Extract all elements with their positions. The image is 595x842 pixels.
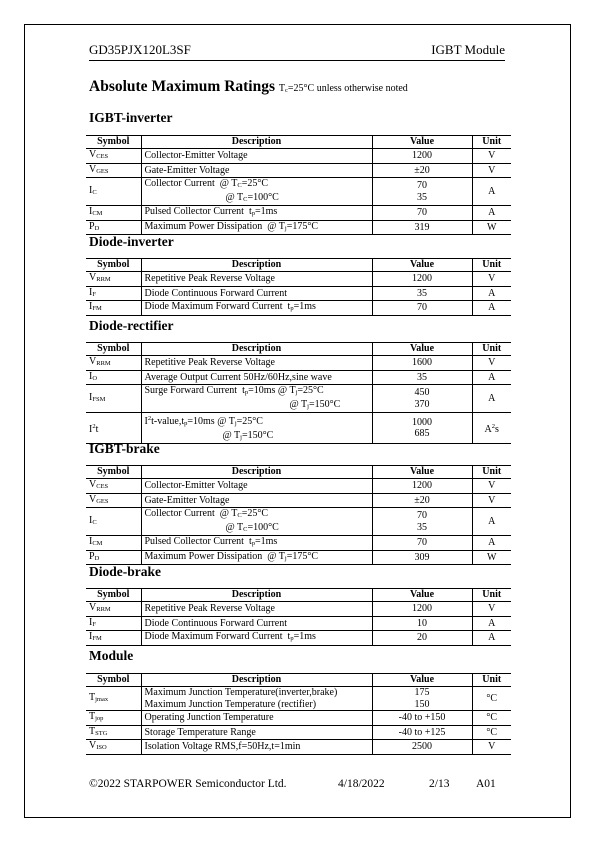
table-diode-rectifier [86, 342, 511, 444]
unit: V [472, 602, 511, 617]
col-symbol: Symbol [86, 343, 141, 356]
unit: V [472, 163, 511, 178]
unit: °C [472, 725, 511, 740]
value: 20 [372, 631, 472, 646]
description: Maximum Power Dissipation @ $T_j=175^\circ C$ [141, 220, 372, 235]
table-row [86, 493, 511, 508]
description: Pulsed Collector Current $t_p=1ms$ [141, 536, 372, 551]
table-row [86, 631, 511, 646]
table-row [86, 725, 511, 740]
description: Repetitive Peak Reverse Voltage [141, 356, 372, 371]
symbol-pd: $P_D$ [86, 550, 141, 565]
unit: $A^2s$ [472, 413, 511, 444]
col-symbol: Symbol [86, 259, 141, 272]
description: Storage Temperature Range [141, 725, 372, 740]
value: 319 [372, 220, 472, 235]
document-type: IGBT Module [431, 42, 505, 57]
unit: A [472, 385, 511, 413]
symbol-vrrm: $V_{RRM}$ [86, 356, 141, 371]
table-row [86, 178, 511, 206]
unit: A [472, 301, 511, 316]
symbol-ifm: $I_{FM}$ [86, 631, 141, 646]
table-row [86, 286, 511, 301]
symbol-icm: $I_{CM}$ [86, 536, 141, 551]
value: ±20 [372, 493, 472, 508]
unit: A [472, 631, 511, 646]
unit: V [472, 740, 511, 755]
value: 2500 [372, 740, 472, 755]
symbol-vces: $V_{CES}$ [86, 479, 141, 494]
value: 70 35 [372, 508, 472, 536]
symbol-tjmax: $T_{jmax}$ [86, 687, 141, 711]
value: 35 [372, 286, 472, 301]
col-description: Description [141, 343, 372, 356]
symbol-io: $I_O$ [86, 370, 141, 385]
symbol-ic: $I_C$ [86, 178, 141, 206]
section-igbt-inverter: IGBT-inverter [89, 110, 173, 125]
table-row [86, 370, 511, 385]
description: Repetitive Peak Reverse Voltage [141, 272, 372, 287]
col-description: Description [141, 136, 372, 149]
description: Average Output Current 50Hz/60Hz,sine wave [141, 370, 372, 385]
description: $I^2t-value,t_p=10ms$ @ $T_j=25^\circ C$ @ $T_j=150^\circ C$ [141, 413, 372, 444]
value: 309 [372, 550, 472, 565]
unit: W [472, 550, 511, 565]
symbol-ic: $I_C$ [86, 508, 141, 536]
symbol-vrrm: $V_{RRM}$ [86, 272, 141, 287]
value: 450 370 [372, 385, 472, 413]
description: Diode Maximum Forward Current $t_p=1ms$ [141, 631, 372, 646]
col-symbol: Symbol [86, 674, 141, 687]
col-value: Value [372, 259, 472, 272]
unit: V [472, 149, 511, 164]
table-header-row [86, 343, 511, 356]
table-row [86, 536, 511, 551]
value: 1600 [372, 356, 472, 371]
symbol-ifm: $I_{FM}$ [86, 301, 141, 316]
description: Surge Forward Current $t_p=10ms$ @ $T_j=25^\circ C$ @ $T_j=150^\circ C$ [141, 385, 372, 413]
unit: V [472, 272, 511, 287]
col-unit: Unit [472, 136, 511, 149]
value: 70 35 [372, 178, 472, 206]
description: Maximum Junction Temperature(inverter,brake) Maximum Junction Temperature (rectifier) [141, 687, 372, 711]
table-row [86, 687, 511, 711]
unit: A [472, 536, 511, 551]
value: 1200 [372, 479, 472, 494]
unit: V [472, 479, 511, 494]
page-title [89, 78, 408, 96]
col-description: Description [141, 466, 372, 479]
value: 175 150 [372, 687, 472, 711]
description: Maximum Power Dissipation @ $T_j=175^\circ C$ [141, 550, 372, 565]
description: Diode Maximum Forward Current $t_p=1ms$ [141, 301, 372, 316]
unit: A [472, 178, 511, 206]
title-main: Absolute Maximum Ratings [89, 78, 276, 95]
section-igbt-brake: IGBT-brake [89, 441, 160, 456]
table-row [86, 220, 511, 235]
table-header-row [86, 466, 511, 479]
symbol-i2t: $I^2t$ [86, 413, 141, 444]
col-description: Description [141, 259, 372, 272]
table-row [86, 206, 511, 221]
table-row [86, 356, 511, 371]
unit: A [472, 206, 511, 221]
symbol-vces: $V_{CES}$ [86, 149, 141, 164]
symbol-icm: $I_{CM}$ [86, 206, 141, 221]
unit: A [472, 286, 511, 301]
table-row [86, 479, 511, 494]
col-description: Description [141, 589, 372, 602]
value: 1200 [372, 602, 472, 617]
footer-revision: A01 [476, 778, 496, 790]
table-module [86, 673, 511, 755]
symbol-vges: $V_{GES}$ [86, 493, 141, 508]
value: -40 to +125 [372, 725, 472, 740]
value: 10 [372, 616, 472, 631]
symbol-pd: $P_D$ [86, 220, 141, 235]
col-symbol: Symbol [86, 589, 141, 602]
value: ±20 [372, 163, 472, 178]
description: Isolation Voltage RMS,f=50Hz,t=1min [141, 740, 372, 755]
table-row [86, 301, 511, 316]
table-row [86, 149, 511, 164]
table-igbt-inverter [86, 135, 511, 235]
section-diode-inverter: Diode-inverter [89, 234, 174, 249]
unit: V [472, 356, 511, 371]
description: Operating Junction Temperature [141, 711, 372, 726]
col-unit: Unit [472, 259, 511, 272]
table-row [86, 163, 511, 178]
unit: W [472, 220, 511, 235]
table-row [86, 616, 511, 631]
value: 1200 [372, 272, 472, 287]
table-header-row [86, 136, 511, 149]
page-header [89, 42, 505, 61]
title-condition: $T_c=25^\circ C$ unless otherwise noted [278, 83, 408, 94]
footer-date: 4/18/2022 [338, 778, 385, 790]
description: Collector-Emitter Voltage [141, 149, 372, 164]
symbol-if: $I_F$ [86, 616, 141, 631]
col-value: Value [372, 589, 472, 602]
col-value: Value [372, 343, 472, 356]
table-row [86, 550, 511, 565]
part-number: GD35PJX120L3SF [89, 42, 191, 57]
value: 70 [372, 301, 472, 316]
col-value: Value [372, 136, 472, 149]
symbol-tjop: $T_{jop}$ [86, 711, 141, 726]
description: Collector-Emitter Voltage [141, 479, 372, 494]
unit: °C [472, 711, 511, 726]
description: Gate-Emitter Voltage [141, 163, 372, 178]
unit: V [472, 493, 511, 508]
unit: A [472, 370, 511, 385]
symbol-vrrm: $V_{RRM}$ [86, 602, 141, 617]
col-value: Value [372, 466, 472, 479]
table-header-row [86, 674, 511, 687]
value: 35 [372, 370, 472, 385]
description: Collector Current @ $T_C=25^\circ C$ @ $T_C=100^\circ C$ [141, 178, 372, 206]
col-description: Description [141, 674, 372, 687]
table-row [86, 711, 511, 726]
table-row [86, 385, 511, 413]
table-row [86, 508, 511, 536]
description: Diode Continuous Forward Current [141, 616, 372, 631]
description: Gate-Emitter Voltage [141, 493, 372, 508]
section-diode-brake: Diode-brake [89, 564, 161, 579]
footer-page-number: 2/13 [429, 778, 450, 790]
col-symbol: Symbol [86, 136, 141, 149]
table-row [86, 272, 511, 287]
section-diode-rectifier: Diode-rectifier [89, 318, 174, 333]
symbol-if: $I_F$ [86, 286, 141, 301]
col-unit: Unit [472, 466, 511, 479]
section-module: Module [89, 648, 134, 663]
table-diode-inverter [86, 258, 511, 316]
description: Diode Continuous Forward Current [141, 286, 372, 301]
table-igbt-brake [86, 465, 511, 565]
value: 1000 685 [372, 413, 472, 444]
symbol-tstg: $T_{STG}$ [86, 725, 141, 740]
col-unit: Unit [472, 589, 511, 602]
value: 70 [372, 536, 472, 551]
symbol-vges: $V_{GES}$ [86, 163, 141, 178]
table-row [86, 602, 511, 617]
table-header-row [86, 589, 511, 602]
unit: °C [472, 687, 511, 711]
value: 1200 [372, 149, 472, 164]
description: Collector Current @ $T_C=25^\circ C$ @ $T_C=100^\circ C$ [141, 508, 372, 536]
value: -40 to +150 [372, 711, 472, 726]
table-header-row [86, 259, 511, 272]
col-unit: Unit [472, 343, 511, 356]
unit: A [472, 508, 511, 536]
col-unit: Unit [472, 674, 511, 687]
table-row [86, 413, 511, 444]
unit: A [472, 616, 511, 631]
col-value: Value [372, 674, 472, 687]
footer-copyright: ©2022 STARPOWER Semiconductor Ltd. [89, 778, 287, 790]
symbol-viso: $V_{ISO}$ [86, 740, 141, 755]
description: Repetitive Peak Reverse Voltage [141, 602, 372, 617]
value: 70 [372, 206, 472, 221]
description: Pulsed Collector Current $t_p=1ms$ [141, 206, 372, 221]
table-diode-brake [86, 588, 511, 646]
symbol-ifsm: $I_{FSM}$ [86, 385, 141, 413]
col-symbol: Symbol [86, 466, 141, 479]
table-row [86, 740, 511, 755]
